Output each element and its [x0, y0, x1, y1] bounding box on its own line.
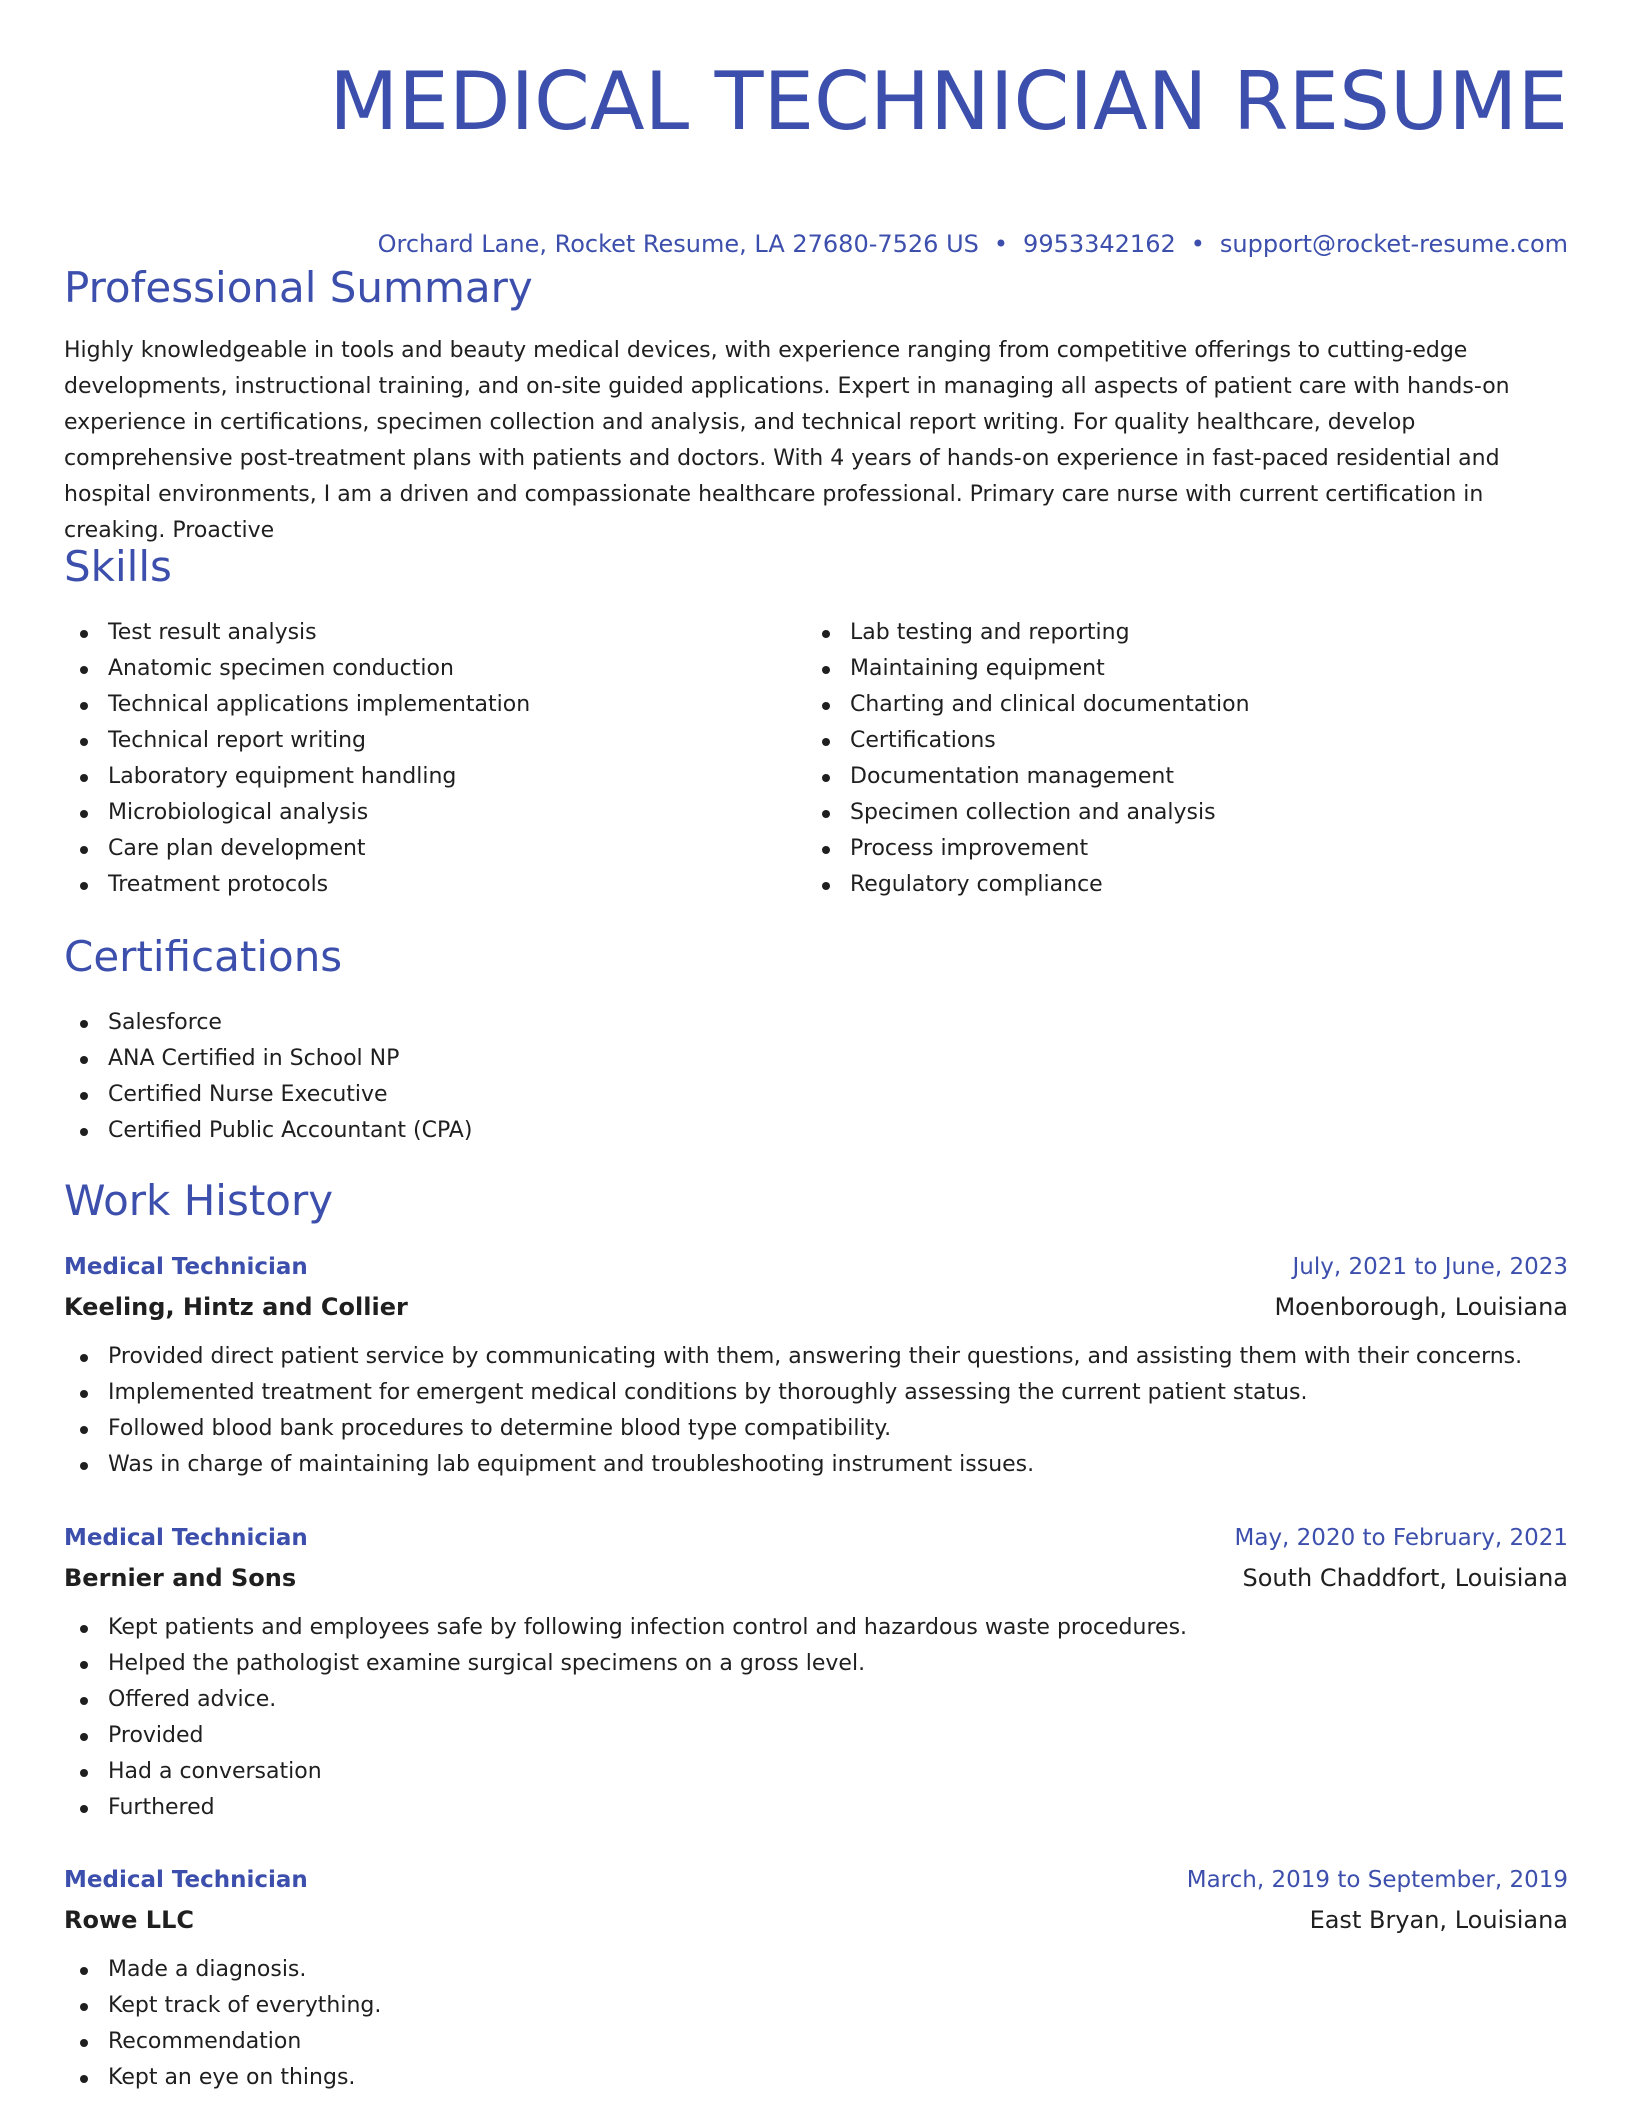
job-bullet — [64, 1754, 1568, 1790]
bullet-icon — [80, 810, 88, 818]
resume-title: MEDICAL TECHNICIAN RESUME — [329, 55, 1568, 148]
skill-label: Charting and clinical documentation — [850, 692, 1250, 717]
job-title: Medical Technician — [64, 1525, 308, 1551]
job-title-row — [64, 1860, 1568, 1900]
job-bullet — [64, 1718, 1568, 1754]
skill-label: Technical applications implementation — [108, 692, 531, 717]
bullet-icon — [80, 1661, 88, 1669]
job-company-row — [64, 1558, 1568, 1598]
skill-item — [64, 687, 530, 723]
skill-label: Process improvement — [850, 836, 1089, 861]
bullet-icon — [80, 1967, 88, 1975]
job-bullets — [64, 1339, 1568, 1483]
skill-item — [64, 831, 530, 867]
bullet-icon — [822, 738, 830, 746]
bullet-icon — [80, 2003, 88, 2011]
skill-item — [64, 867, 530, 903]
job-bullet-text: Kept patients and employees safe by following infection control and hazardous waste procedures. — [108, 1615, 1188, 1640]
job-bullet-text: Helped the pathologist examine surgical specimens on a gross level. — [108, 1651, 866, 1676]
job-title: Medical Technician — [64, 1867, 308, 1893]
summary-heading: Professional Summary — [64, 263, 533, 312]
skill-label: Technical report writing — [108, 728, 366, 753]
job-bullet-text: Implemented treatment for emergent medical conditions by thoroughly assessing the current patient status. — [108, 1380, 1308, 1405]
job-dates: May, 2020 to February, 2021 — [1234, 1525, 1568, 1551]
job-bullet — [64, 1411, 1568, 1447]
skill-label: Lab testing and reporting — [850, 620, 1130, 645]
bullet-icon — [80, 1697, 88, 1705]
job-company: Keeling, Hintz and Collier — [64, 1293, 408, 1321]
job-bullet-text: Made a diagnosis. — [108, 1957, 307, 1982]
job-entry — [64, 1518, 1568, 1826]
bullet-icon — [822, 774, 830, 782]
job-company-row — [64, 1900, 1568, 1940]
job-bullet — [64, 1646, 1568, 1682]
bullet-icon — [80, 1128, 88, 1136]
job-bullet-text: Offered advice. — [108, 1687, 277, 1712]
bullet-icon — [80, 1769, 88, 1777]
skill-item — [64, 615, 530, 651]
job-bullet — [64, 1988, 1568, 2024]
certification-label: ANA Certified in School NP — [108, 1046, 400, 1071]
job-bullet-text: Provided direct patient service by communicating with them, answering their questions, and assisting them with their concerns. — [108, 1344, 1523, 1369]
skills-heading: Skills — [64, 542, 172, 591]
job-bullet-text: Furthered — [108, 1795, 215, 1820]
bullet-icon — [80, 1390, 88, 1398]
certification-item — [64, 1077, 472, 1113]
job-bullet — [64, 1790, 1568, 1826]
job-bullet-text: Followed blood bank procedures to determine blood type compatibility. — [108, 1416, 892, 1441]
skill-item — [806, 723, 1250, 759]
certifications-heading: Certifications — [64, 932, 343, 981]
work-history-heading: Work History — [64, 1176, 334, 1225]
bullet-icon — [822, 882, 830, 890]
bullet-icon — [822, 630, 830, 638]
job-entry — [64, 1247, 1568, 1483]
bullet-icon — [822, 810, 830, 818]
job-bullet — [64, 1610, 1568, 1646]
bullet-icon — [80, 1805, 88, 1813]
bullet-icon — [822, 846, 830, 854]
job-bullet-text: Kept an eye on things. — [108, 2065, 356, 2090]
skill-label: Maintaining equipment — [850, 656, 1105, 681]
bullet-icon — [80, 1462, 88, 1470]
skill-item — [806, 759, 1250, 795]
skill-item — [806, 615, 1250, 651]
job-company: Rowe LLC — [64, 1906, 194, 1934]
skill-label: Laboratory equipment handling — [108, 764, 457, 789]
job-title-row — [64, 1247, 1568, 1287]
bullet-icon — [822, 666, 830, 674]
skill-item — [64, 723, 530, 759]
job-bullet — [64, 2024, 1568, 2060]
bullet-icon — [80, 1733, 88, 1741]
contact-separator: • — [1190, 230, 1205, 258]
bullet-icon — [80, 702, 88, 710]
skills-list-right — [806, 615, 1250, 903]
skill-item — [806, 867, 1250, 903]
skill-item — [806, 795, 1250, 831]
job-company: Bernier and Sons — [64, 1564, 297, 1592]
bullet-icon — [80, 774, 88, 782]
skill-item — [64, 795, 530, 831]
job-location: East Bryan, Louisiana — [1309, 1906, 1568, 1934]
bullet-icon — [822, 702, 830, 710]
certification-label: Certified Nurse Executive — [108, 1082, 388, 1107]
contact-phone[interactable]: 9953342162 — [1023, 230, 1176, 258]
skill-label: Microbiological analysis — [108, 800, 369, 825]
skills-list-left — [64, 615, 530, 903]
job-bullet-text: Was in charge of maintaining lab equipment and troubleshooting instrument issues. — [108, 1452, 1035, 1477]
bullet-icon — [80, 2075, 88, 2083]
skill-item — [64, 759, 530, 795]
bullet-icon — [80, 1354, 88, 1362]
job-bullet — [64, 1952, 1568, 1988]
certification-label: Certified Public Accountant (CPA) — [108, 1118, 473, 1143]
job-bullets — [64, 1610, 1568, 1826]
skill-item — [806, 687, 1250, 723]
certification-item — [64, 1005, 472, 1041]
skill-label: Specimen collection and analysis — [850, 800, 1216, 825]
bullet-icon — [80, 846, 88, 854]
certification-label: Salesforce — [108, 1010, 222, 1035]
job-company-row — [64, 1287, 1568, 1327]
skill-label: Care plan development — [108, 836, 366, 861]
job-bullet-text: Kept track of everything. — [108, 1993, 382, 2018]
job-bullet — [64, 1682, 1568, 1718]
contact-email[interactable]: support@rocket-resume.com — [1219, 230, 1568, 258]
certifications-list — [64, 1005, 472, 1149]
job-dates: July, 2021 to June, 2023 — [1292, 1254, 1568, 1280]
job-bullet-text: Provided — [108, 1723, 204, 1748]
skill-label: Documentation management — [850, 764, 1174, 789]
bullet-icon — [80, 1020, 88, 1028]
job-bullet-text: Recommendation — [108, 2029, 302, 2054]
job-dates: March, 2019 to September, 2019 — [1186, 1867, 1568, 1893]
bullet-icon — [80, 1625, 88, 1633]
job-bullet — [64, 1375, 1568, 1411]
job-bullet — [64, 1447, 1568, 1483]
skill-label: Certifications — [850, 728, 996, 753]
job-bullet-text: Had a conversation — [108, 1759, 322, 1784]
skill-item — [806, 651, 1250, 687]
job-title: Medical Technician — [64, 1254, 308, 1280]
job-location: Moenborough, Louisiana — [1274, 1293, 1568, 1321]
bullet-icon — [80, 1056, 88, 1064]
bullet-icon — [80, 882, 88, 890]
job-title-row — [64, 1518, 1568, 1558]
contact-address: Orchard Lane, Rocket Resume, LA 27680-7526 US — [377, 230, 979, 258]
bullet-icon — [80, 1426, 88, 1434]
skill-label: Treatment protocols — [108, 872, 329, 897]
bullet-icon — [80, 2039, 88, 2047]
summary-text: Highly knowledgeable in tools and beauty medical devices, with experience ranging from competitive offerings to cutting-edge developments, instructional training, and on-site guided applications. Expert in managing all aspects of patient care with hands-on experience in certifications, specimen collection and analysis, and technical report writing. For quality healthcare, develop comprehensive post-treatment plans with patients and doctors. With 4 years of hands-on experience in fast-paced residential and hospital environments, I am a driven and compassionate healthcare professional. Primary care nurse with current certification in creaking. Proactive — [64, 338, 1510, 543]
skill-label: Anatomic specimen conduction — [108, 656, 454, 681]
skill-label: Test result analysis — [108, 620, 317, 645]
job-bullet — [64, 2060, 1568, 2096]
bullet-icon — [80, 738, 88, 746]
contact-line — [64, 228, 1568, 260]
bullet-icon — [80, 630, 88, 638]
contact-separator: • — [993, 230, 1009, 258]
skill-item — [64, 651, 530, 687]
job-entry — [64, 1860, 1568, 2096]
skill-item — [806, 831, 1250, 867]
bullet-icon — [80, 1092, 88, 1100]
bullet-icon — [80, 666, 88, 674]
skill-label: Regulatory compliance — [850, 872, 1103, 897]
job-location: South Chaddfort, Louisiana — [1242, 1564, 1568, 1592]
job-bullet — [64, 1339, 1568, 1375]
job-bullets — [64, 1952, 1568, 2096]
certification-item — [64, 1113, 472, 1149]
certification-item — [64, 1041, 472, 1077]
